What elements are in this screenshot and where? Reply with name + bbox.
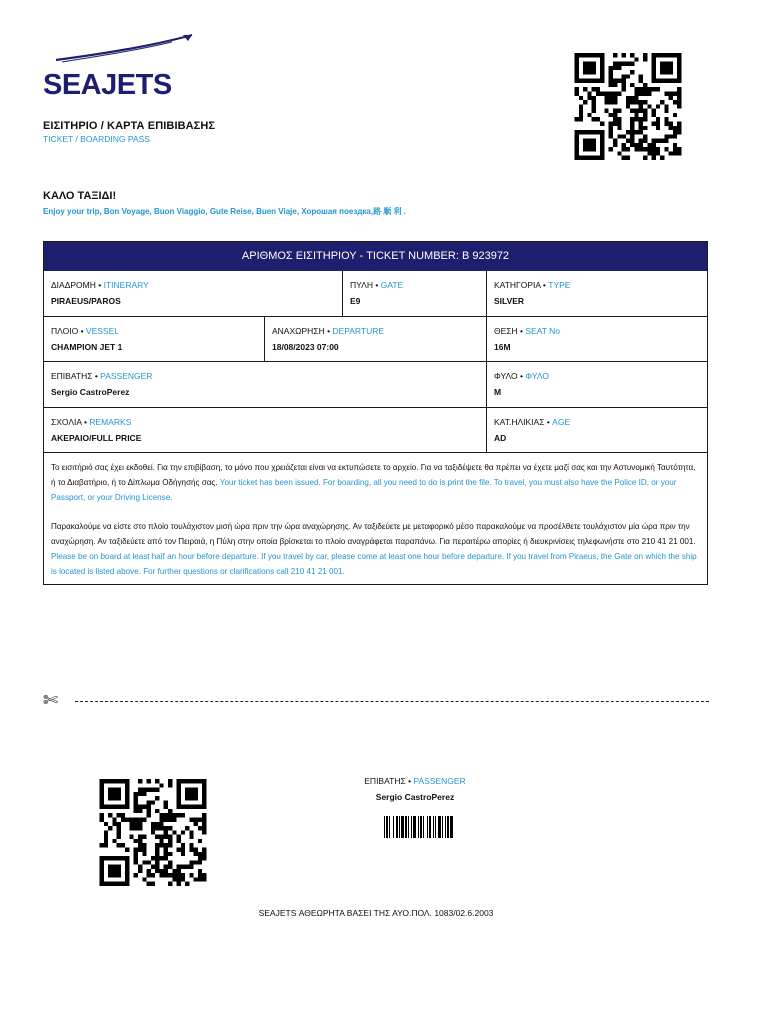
- gate-value: E9: [350, 296, 361, 306]
- departure-cell: [265, 317, 487, 362]
- passenger-label: ΕΠΙΒΑΤΗΣ • PASSENGER: [51, 371, 153, 381]
- seajets-logo: [42, 32, 202, 100]
- itinerary-cell: [44, 271, 343, 317]
- gate-label: ΠΥΛΗ • GATE: [350, 280, 404, 290]
- type-value: SILVER: [494, 296, 525, 306]
- remarks-value: ΑΚΕΡΑΙΟ/FULL PRICE: [51, 433, 142, 443]
- qr-code-stub: [96, 779, 210, 886]
- passenger-cell: [44, 362, 487, 408]
- vessel-cell: [44, 317, 265, 362]
- stub-passenger-label: ΕΠΙΒΑΤΗΣ • PASSENGER: [364, 776, 466, 786]
- age-label: ΚΑΤ.ΗΛΙΚΙΑΣ • AGE: [494, 417, 571, 427]
- passenger-value: Sergio CastroPerez: [51, 387, 130, 397]
- dashed-divider: [75, 701, 709, 702]
- ticket-table: [43, 241, 708, 585]
- greeting-title: ΚΑΛΟ ΤΑΞΙΔΙ!: [43, 190, 117, 202]
- departure-value: 18/08/2023 07:00: [272, 342, 339, 352]
- gate-cell: [343, 271, 487, 317]
- remarks-cell: [44, 408, 487, 453]
- ticket-number-banner: ΑΡΙΘΜΟΣ ΕΙΣΙΤΗΡΙΟΥ - TICKET NUMBER: B 923972: [44, 242, 707, 271]
- age-value: AD: [494, 433, 507, 443]
- notes-paragraph-1: Το εισιτήριό σας έχει εκδοθεί. Για την επιβίβαση, το μόνο που χρειάζεται είναι να εκτυπώσετε το αρχείο. Για να ταξιδέψετε θα πρέπει να έχετε μαζί σας και την Αστυνομική Ταυτότητα, ή το Διαβατήριο, ή το Δίπλωμα Οδήγησής σας. Your ticket has been issued. For boarding, all you need to do is print the file. To travel, you must also have the Police ID, or your Passport, or your Driving License.: [51, 463, 696, 502]
- seat-value: 16M: [494, 342, 511, 352]
- departure-label: ΑΝΑΧΩΡΗΣΗ • DEPARTURE: [272, 326, 385, 336]
- document-subtitle: TICKET / BOARDING PASS: [43, 134, 150, 144]
- notes-paragraph-2: Παρακαλούμε να είστε στο πλοίο τουλάχιστον μισή ώρα πριν την ώρα αναχώρησης. Αν ταξιδεύετε με μεταφορικό μέσο παρακαλούμε να προσέλθετε τουλάχιστον μία ώρα πριν την αναχώρηση. Αν ταξιδεύετε από τον Πειραιά, η Πύλη στην οποία βρίσκεται το πλοίο αναγράφεται παραπάνω. Για περαιτέρω απορίες ή διευκρινίσεις τηλεφωνήστε στο 210 41 21 001. Please be on board at least half an hour before departure. If you travel by car, please come at least one hour before departure. If you travel from Piraeus, the Gate on which the ship is located is listed above. For further questions or clarifications call 210 41 21 001.: [51, 522, 697, 576]
- remarks-label: ΣΧΟΛΙΑ • REMARKS: [51, 417, 132, 427]
- gender-label: ΦΥΛΟ • ΦΥΛΟ: [494, 371, 550, 381]
- scissors-icon: ✄: [43, 690, 59, 710]
- itinerary-label: ΔΙΑΔΡΟΜΗ • ITINERARY: [51, 280, 149, 290]
- age-cell: [487, 408, 707, 453]
- vessel-label: ΠΛΟΙΟ • VESSEL: [51, 326, 119, 336]
- qr-code: [571, 53, 685, 160]
- footer-legal-text: SEAJETS ΑΘΕΩΡΗΤΑ ΒΑΣΕΙ ΤΗΣ ΑΥΟ.ΠΟΛ. 1083/02.6.2003: [258, 908, 494, 918]
- gender-value: M: [494, 387, 502, 397]
- itinerary-value: PIRAEUS/PAROS: [51, 296, 121, 306]
- seat-cell: [487, 317, 707, 362]
- barcode: [384, 816, 475, 838]
- cut-line: [43, 690, 711, 711]
- stub-passenger-value: Sergio CastroPerez: [375, 792, 455, 802]
- greeting-subtitle: Enjoy your trip, Bon Voyage, Buon Viaggio, Gute Reise, Buen Viaje, Хорошая поездка,路 顺 利 .: [43, 207, 406, 216]
- document-title: ΕΙΣΙΤΗΡΙΟ / ΚΑΡΤΑ ΕΠΙΒΙΒΑΣΗΣ: [43, 120, 216, 132]
- svg-text:SEAJETS: SEAJETS: [43, 69, 172, 100]
- ticket-notes: [51, 460, 701, 593]
- type-label: ΚΑΤΗΓΟΡΙΑ • TYPE: [494, 280, 571, 290]
- vessel-value: CHAMPION JET 1: [51, 342, 123, 352]
- seat-label: ΘΕΣΗ • SEAT No: [494, 326, 561, 336]
- type-cell: [487, 271, 707, 317]
- gender-cell: [487, 362, 707, 408]
